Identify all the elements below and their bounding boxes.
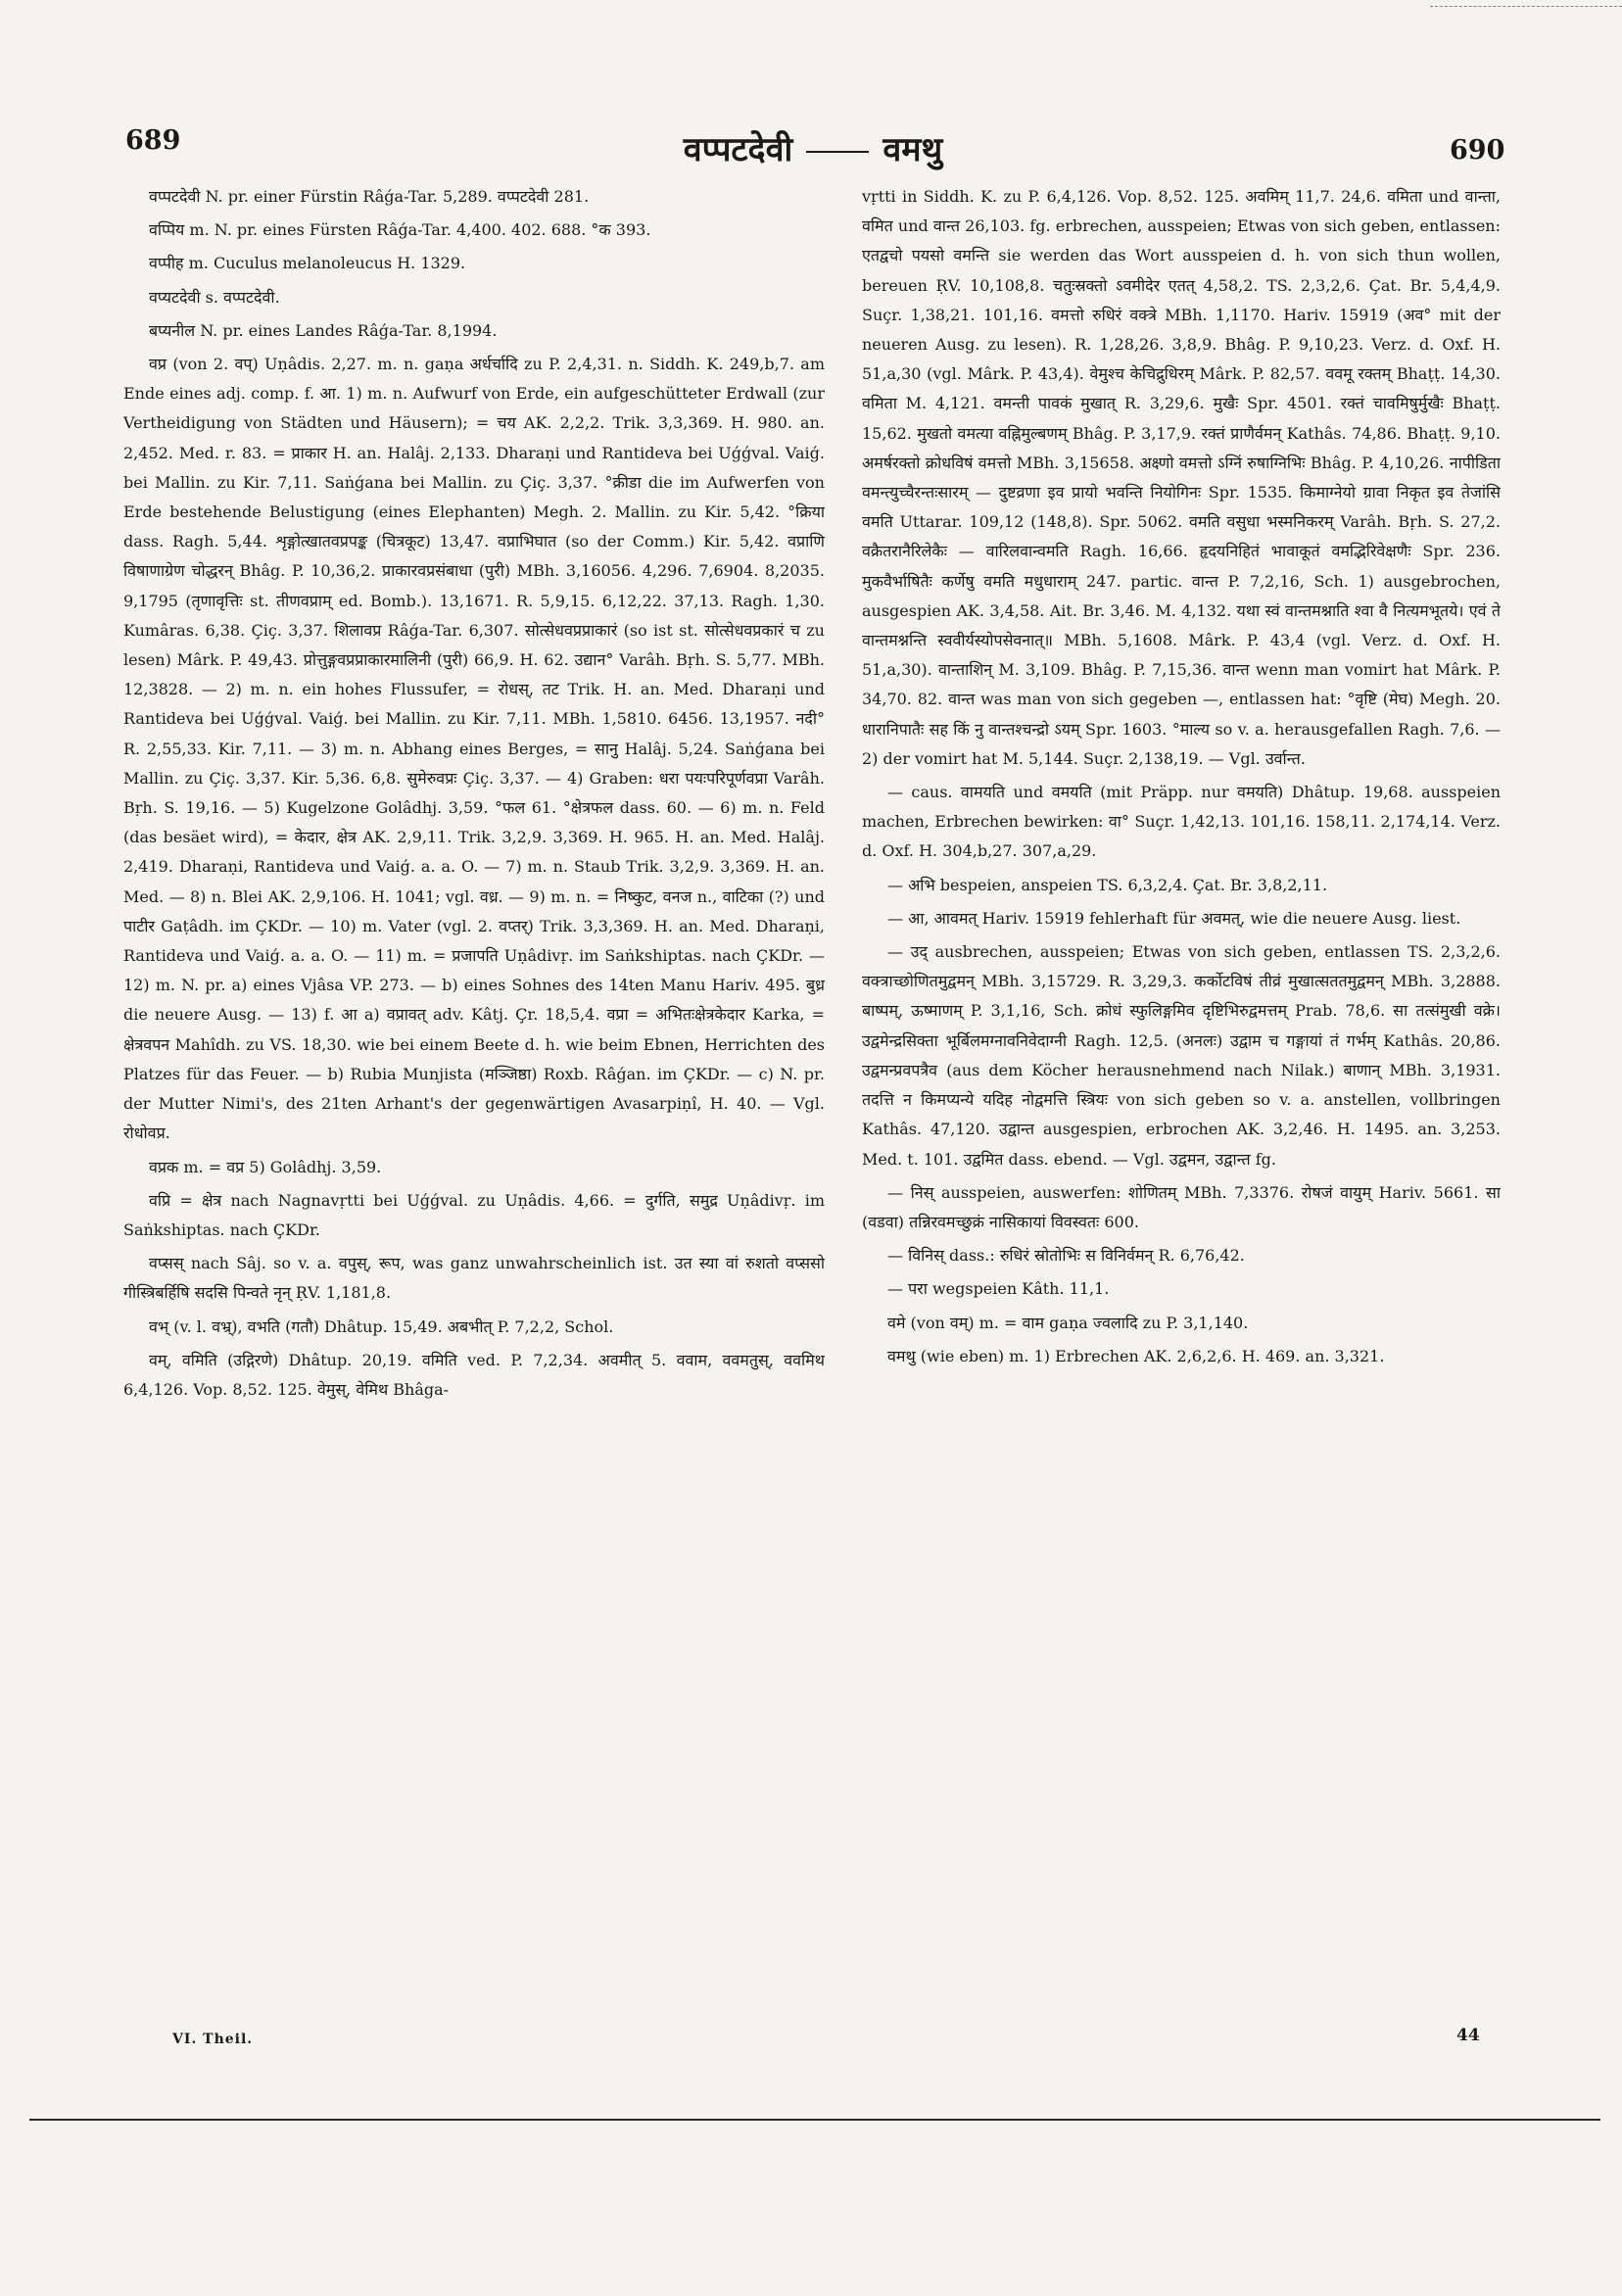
dictionary-entry: वप्यटदेवी s. वप्पटदेवी. — [149, 287, 280, 307]
sheet-label: VI. Theil. — [172, 2032, 254, 2047]
running-head-title — [588, 125, 1038, 170]
dictionary-entry: — परा wegspeien Kâth. 11,1. — [887, 1279, 1110, 1299]
bottom-rule — [29, 2119, 1600, 2121]
dictionary-entry: वप्र (von 2. वप्) Uṇâdis. 2,27. m. n. gaṇa अर्धर्चादि zu P. 2,4,31. n. Siddh. K. 249,b,7. am Ende eines adj. comp. f. आ. 1) m. n. Aufwurf von Erde, ein aufgeschütteter Erdwall (zur Vertheidigung von Städten und Häusern); = चय AK. 2,2,2. Trik. 3,3,369. H. 980. an. 2,452. Med. r. 83. = प्राकार H. an. Halâj. 2,133. Dharaṇi und Rantideva bei Uǵǵval. Vaiǵ. bei Mallin. zu Kir. 7,11. Saṅǵana bei Mallin. zu Çiç. 3,37. °क्रीडा die im Aufwerfen von Erde bestehende Belustigung (eines Elephanten) Megh. 2. Mallin. zu Kir. 5,42. °क्रिया dass. Ragh. 5,44. शृङ्गोत्खातवप्रपङ्क (चित्रकूट) 13,47. वप्राभिघात (so der Comm.) Kir. 5,42. वप्राणि विषाणाग्रेण चोद्धरन् Bhâg. P. 10,36,2. प्राकारवप्रसंबाधा (पुरी) MBh. 3,16056. 4,296. 7,6904. 8,2035. 9,1795 (तृणावृत्तिः st. तीणवप्राम् ed. Bomb.). 13,1671. R. 5,9,15. 6,12,22. 37,13. Ragh. 1,30. Kumâras. 6,38. Çiç. 3,37. शिलावप्र Râǵa-Tar. 6,307. सोत्सेधवप्रप्राकारं (so ist st. सोत्सेधवप्रकारं च zu lesen) Mârk. P. 49,43. प्रोत्तुङ्गवप्रप्राकारमालिनी (पुरी) 66,9. H. 62. उद्यान° Varâh. Bṛh. S. 5,77. MBh. 12,3828. — 2) m. n. ein hohes Flussufer, = रोधस्, तट Trik. H. an. Med. Dharaṇi und Rantideva bei Uǵǵval. Vaiǵ. bei Mallin. zu Kir. 7,11. MBh. 1,5810. 6456. 13,1957. नदी° R. 2,55,33. Kir. 7,11. — 3) m. n. Abhang eines Berges, = सानु Halâj. 5,24. Saṅǵana bei Mallin. zu Çiç. 3,37. Kir. 5,36. 6,8. सुमेरुवप्रः Çiç. 3,37. — 4) Graben: धरा पयःपरिपूर्णवप्रा Varâh. Bṛh. S. 19,16. — 5) Kugelzone Golâdhj. 3,59. °फल 61. °क्षेत्रफल dass. 60. — 6) m. n. Feld (das besäet wird), = केदार, क्षेत्र AK. 2,9,11. Trik. 3,2,9. 3,369. H. 965. H. an. Med. Halâj. 2,419. Dharaṇi, Rantideva und Vaiǵ. a. a. O. — 7) m. n. Staub Trik. 3,2,9. 3,369. H. an. Med. — 8) n. Blei AK. 2,9,106. H. 1041; vgl. वध्र. — 9) m. n. = निष्कुट, वनज n., वाटिका (?) und पाटीर Gaṭâdh. im ÇKDr. — 10) m. Vater (vgl. 2. वप्तर्) Trik. 3,3,369. H. an. Med. Dharaṇi, Rantideva und Vaiǵ. a. a. O. — 11) m. = प्रजापति Uṇâdivṛ. im Saṅkshiptas. nach ÇKDr. — 12) m. N. pr. a) eines Vjâsa VP. 273. — b) eines Sohnes des 14ten Manu Hariv. 495. बुध्र die neuere Ausg. — 13) f. आ a) वप्रावत् adv. Kâtj. Çr. 18,5,4. वप्रा = अभितःक्षेत्रकेदार Karka, = क्षेत्रवपन Mahîdh. zu VS. 18,30. wie bei einem Beete d. h. wie beim Ebnen, Herrichten des Platzes für das Feuer. — b) Rubia Munjista (मञ्जिष्ठा) Roxb. Râǵan. im ÇKDr. — c) N. pr. der Mutter Nimi's, des 21ten Arhant's der gegenwärtigen Avasarpiṇî, H. 40. — Vgl. रोधोवप्र. — [123, 355, 825, 1143]
dictionary-entry: — विनिस् dass.: रुधिरं स्रोतोभिः स विनिर्वमन् R. 6,76,42. — [887, 1246, 1245, 1266]
dictionary-entry: — अभि bespeien, anspeien TS. 6,3,2,4. Çat. Br. 3,8,2,11. — [887, 875, 1328, 894]
dictionary-entry: बप्यनील N. pr. eines Landes Râǵa-Tar. 8,1994. — [149, 320, 498, 340]
dictionary-entry: — caus. वामयति und वमयति (mit Präpp. nur वमयति) Dhâtup. 19,68. ausspeien machen, Erbrechen bewirken: वा° Suçr. 1,42,13. 101,16. 158,11. 2,174,14. Verz. d. Oxf. H. 304,b,27. 307,a,29. — [862, 783, 1501, 861]
head-word-right: वमथु — [883, 130, 943, 169]
running-header — [0, 0, 1622, 186]
dictionary-entry: वप्सस् nach Sâj. so v. a. वपुस्, रूप, was ganz unwahrscheinlich ist. उत स्या वां रुशतो वप्ससो गीस्त्रिबर्हिषि सदसि पिन्वते नृन् ṚV. 1,181,8. — [123, 1254, 825, 1303]
dictionary-entry: वप्पिय m. N. pr. eines Fürsten Râǵa-Tar. 4,400. 402. 688. °क 393. — [149, 220, 651, 240]
dictionary-entry: वप्रक m. = वप्र 5) Golâdhj. 3,59. — [149, 1157, 382, 1176]
page-number-left: 689 — [125, 125, 181, 156]
right-column — [862, 182, 1501, 2024]
dictionary-entry: वभ् (v. l. वभ्र्), वभति (गतौ) Dhâtup. 15,49. अबभीत् P. 7,2,2, Schol. — [149, 1316, 614, 1336]
dictionary-entry: वम्, वमिति (उद्गिरणे) Dhâtup. 20,19. वमिति ved. P. 7,2,34. अवमीत् 5. ववाम, ववमतुस्, ववमिथ 6,4,126. Vop. 8,52. 125. वेमुस्, वेमिथ Bhâga- — [123, 1350, 825, 1399]
head-word-left: वप्पटदेवी — [683, 130, 793, 169]
dictionary-entry: — उद् ausbrechen, ausspeien; Etwas von sich geben, entlassen TS. 2,3,2,6. वक्त्राच्छोणितमुद्वमन् MBh. 3,15729. R. 3,29,3. कर्कोटविषं तीव्रं मुखात्सततमुद्वमन् MBh. 3,2888. बाष्पम्, ऊष्माणम् P. 3,1,16, Sch. क्रोधं स्फुलिङ्गमिव दृष्टिभिरुद्वमत्तम् Prab. 78,6. सा तत्संमुखी वक्रे। उद्वमेन्द्रसिक्ता भूर्बिलमग्नावनिवेदाग्नी Ragh. 12,5. (अनलः) उद्वाम च गङ्गायां तं गर्भम् Kathâs. 20,86. उद्वमन्प्रवपत्रैव (aus dem Köcher herausnehmend nach Nilak.) बाणान् MBh. 3,1931. तदत्ति न किमप्यन्ये यदिह नोद्वमत्ति स्त्रियः von sich geben so v. a. anstellen, vollbringen Kathâs. 47,120. उद्वान्त ausgespien, erbrochen AK. 3,2,46. H. 1495. an. 3,253. Med. t. 101. उद्वमित dass. ebend. — Vgl. उद्वमन, उद्वान्त fg. — [862, 942, 1501, 1169]
signature-number: 44 — [1456, 2026, 1480, 2045]
dictionary-entry: वप्पटदेवी N. pr. einer Fürstin Râǵa-Tar. 5,289. वप्पटदेवी 281. — [149, 187, 590, 206]
dictionary-entry: वमे (von वम्) m. = वाम gaṇa ज्वलादि zu P. 3,1,140. — [887, 1313, 1249, 1332]
left-column — [123, 182, 825, 2024]
dictionary-entry: vṛtti in Siddh. K. zu P. 6,4,126. Vop. 8,52. 125. अवमिम् 11,7. 24,6. वमिता und वान्ता, वमित und वान्त 26,103. fg. erbrechen, ausspeien; Etwas von sich geben, entlassen: एतद्वचो पयसो वमन्ति sie werden das Wort ausspeien d. h. von sich thun wollen, bereuen ṚV. 10,108,8. चतुःस्रक्तो ऽवमीदेर एतत् 4,58,2. TS. 2,3,2,6. Çat. Br. 5,4,4,9. Suçr. 1,38,21. 101,16. वमत्तो रुधिरं वक्त्रे MBh. 1,1170. Hariv. 15919 (अव° mit der neueren Ausg. zu lesen). R. 1,28,26. 3,8,9. Bhâg. P. 9,10,23. Verz. d. Oxf. H. 51,a,30 (vgl. Mârk. P. 43,4). वेमुश्च केचिद्रुधिरम् Mârk. P. 82,57. ववमू रक्तम् Bhaṭṭ. 14,30. वमिता M. 4,121. वमन्ती पावकं मुखात् R. 3,29,6. मुखैः Spr. 4501. रक्तं चावमिषुर्मुखैः Bhaṭṭ. 15,62. मुखतो वमत्या वह्निमुल्बणम् Bhâg. P. 3,17,9. रक्तं प्राणैर्वमन् Kathâs. 74,86. Bhaṭṭ. 9,10. अमर्षरक्तो क्रोधविषं वमत्तो MBh. 3,15658. अक्ष्णो वमत्तो ऽग्निं रुषाग्निभिः Bhâg. P. 4,10,26. नापीडिता वमन्त्युच्चैरन्तःसारम् — दुष्टव्रणा इव प्रायो भवन्ति नियोगिनः Spr. 1535. किमाग्नेयो ग्रावा निकृत इव तेजांसि वमति Uttarar. 109,12 (148,8). Spr. 5062. वमति वसुधा भस्मनिकरम् Varâh. Bṛh. S. 27,2. वक्रैतरानैरिलेकैः — वारिलवान्वमति Ragh. 16,66. हृदयनिहितं भावाकूतं वमद्भिरिवेक्षणैः Spr. 236. मुकवैर्भाषितैः कर्णेषु वमति मधुधाराम् 247. partic. वान्त P. 7,2,16, Sch. 1) ausgebrochen, ausgespien AK. 3,4,58. Ait. Br. 3,46. M. 4,132. यथा स्वं वान्तमश्नाति श्वा वै नित्यमभूतये। एवं ते वान्तमश्नन्ति स्ववीर्यस्योपसेवनात्॥ MBh. 5,1608. Mârk. P. 43,4 (vgl. Verz. d. Oxf. H. 51,a,30). वान्ताशिन् M. 3,109. Bhâg. P. 7,15,36. वान्त wenn man vomirt hat Mârk. P. 34,70. 82. वान्त was man von sich gegeben —, entlassen hat: °वृष्टि (मेघ) Megh. 20. धारानिपातैः सह किं नु वान्तश्चन्द्रो ऽयम् Spr. 1603. °माल्य so v. a. herausgefallen Ragh. 7,6. — 2) der vomirt hat M. 5,144. Suçr. 2,138,19. — Vgl. उर्वान्त. — [862, 187, 1501, 768]
dictionary-entry: वप्पीह m. Cuculus melanoleucus H. 1329. — [149, 254, 466, 273]
dictionary-entry: — आ, आवमत् Hariv. 15919 fehlerhaft für अवमत्, wie die neuere Ausg. liest. — [887, 908, 1461, 928]
head-dash — [806, 151, 869, 153]
dictionary-entry: वप्रि = क्षेत्र nach Nagnavṛtti bei Uǵǵval. zu Uṇâdis. 4,66. = दुर्गति, समुद्र Uṇâdivṛ. im Saṅkshiptas. nach ÇKDr. — [123, 1190, 825, 1239]
dictionary-entry: — निस् ausspeien, auswerfen: शोणितम् MBh. 7,3376. रोषजं वायुम् Hariv. 5661. सा (वडवा) तन्निरवमच्छुक्रं नासिकायां विवस्वतः 600. — [862, 1182, 1501, 1231]
dictionary-entry: वमथु (wie eben) m. 1) Erbrechen AK. 2,6,2,6. H. 469. an. 3,321. — [887, 1346, 1385, 1365]
page-number-right: 690 — [1450, 135, 1505, 166]
